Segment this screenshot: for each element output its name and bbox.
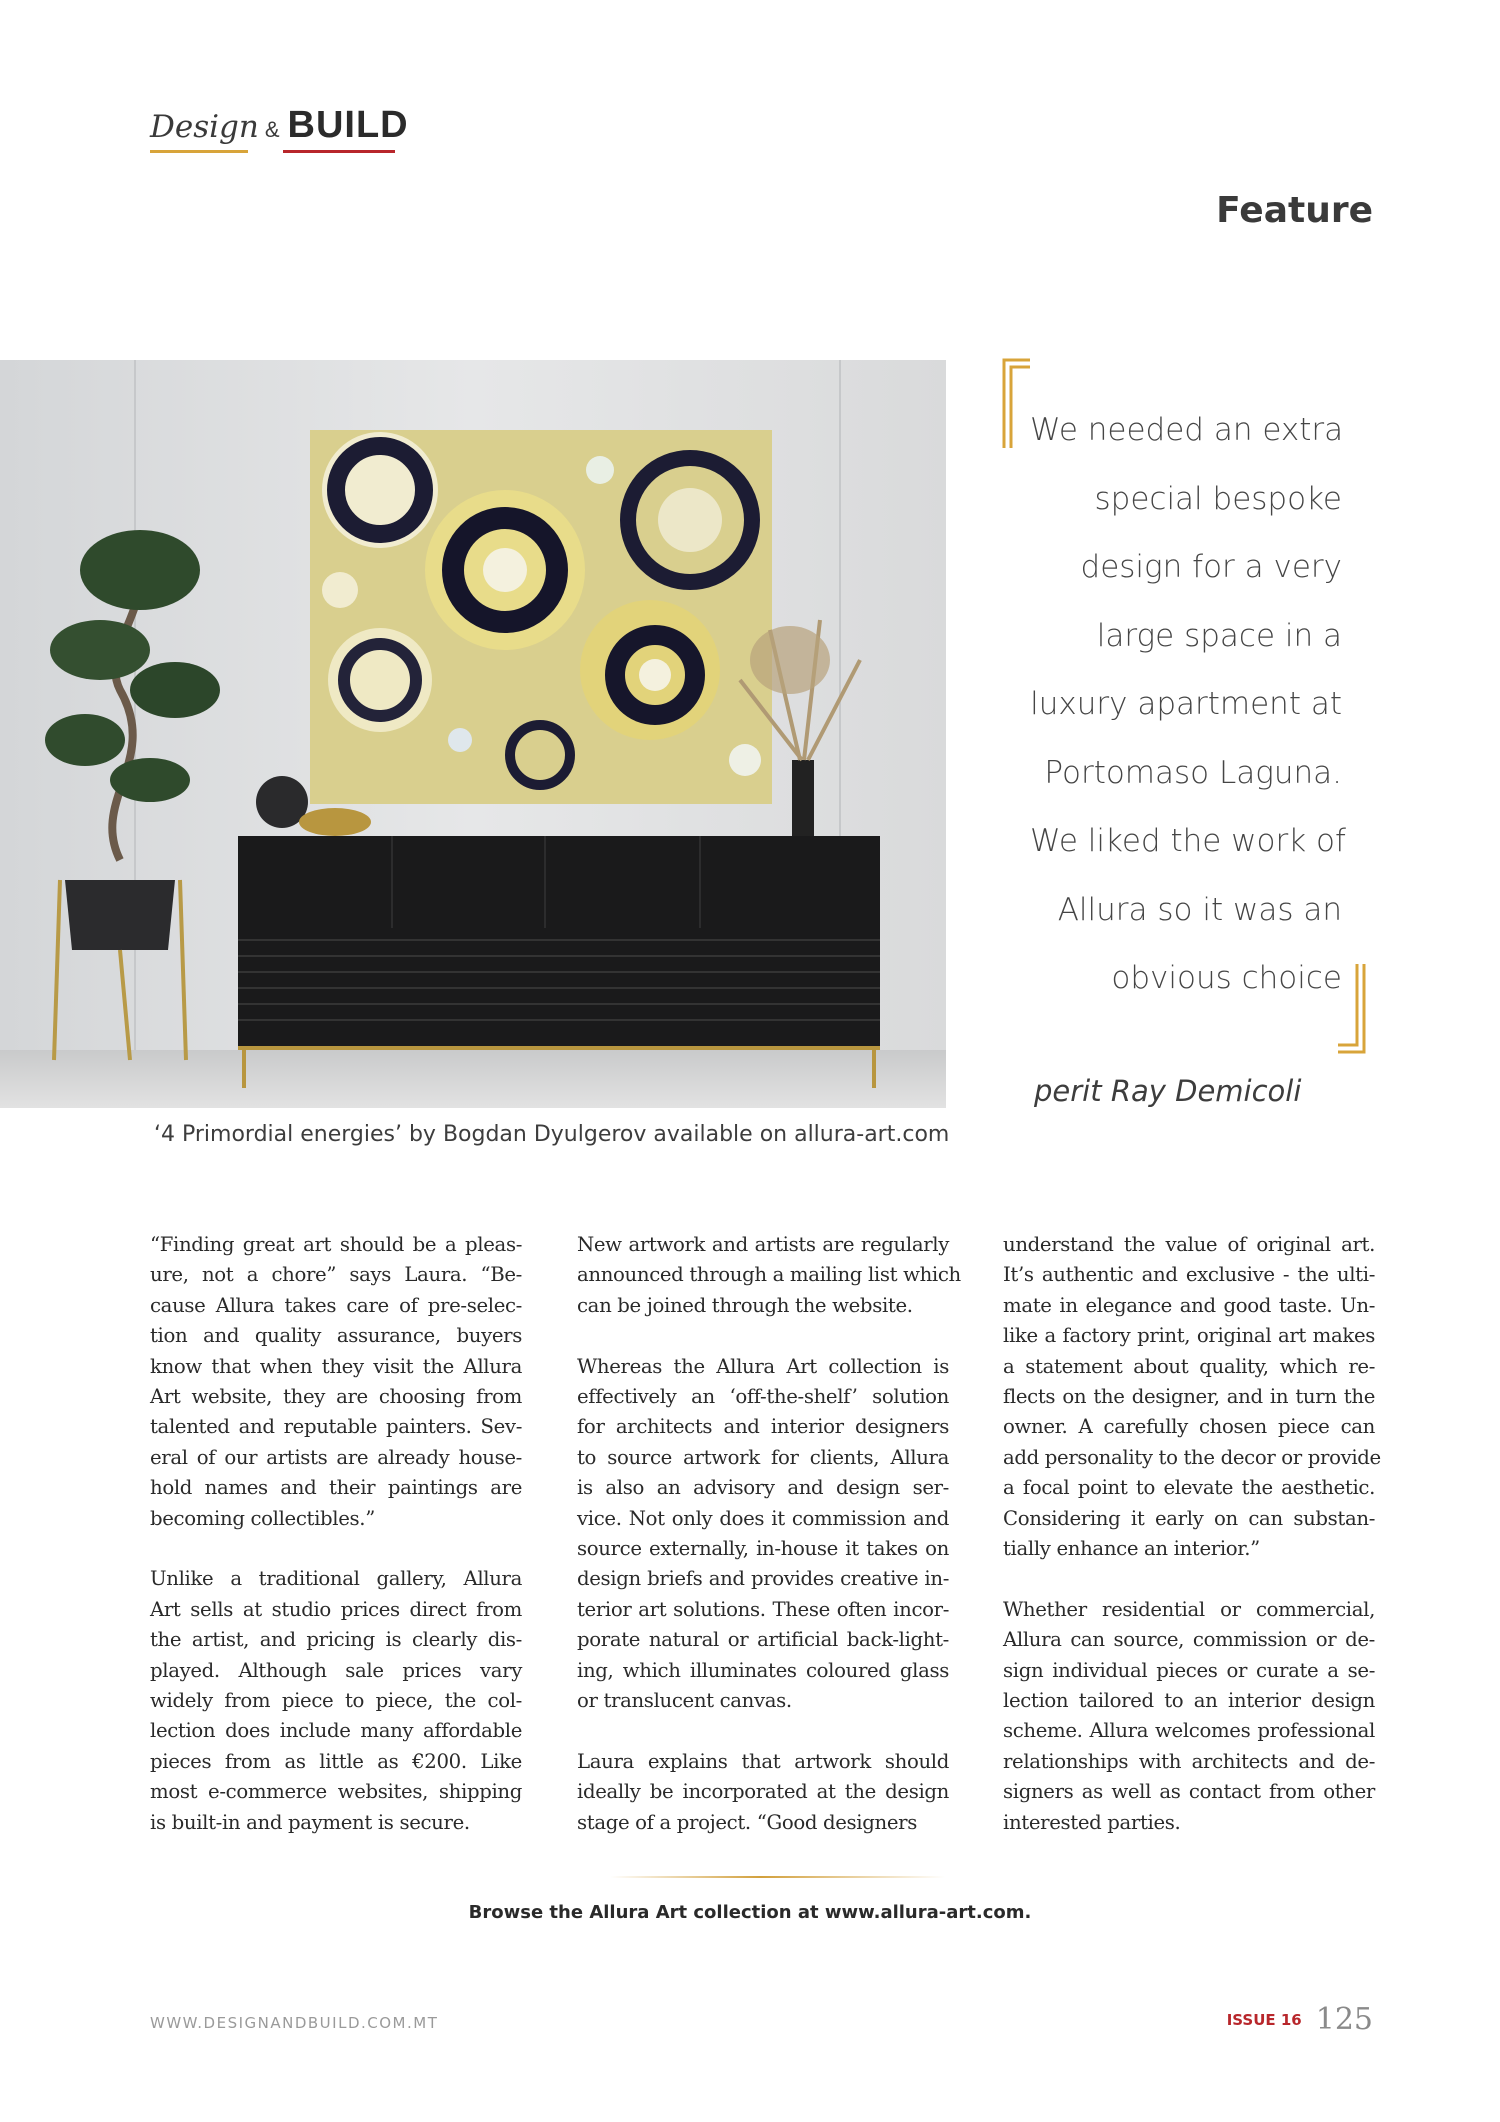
text-line: owner. A carefully chosen piece can xyxy=(1003,1415,1375,1439)
photo-caption: ‘4 Primordial energies’ by Bogdan Dyulgerov available on allura-art.com xyxy=(154,1122,950,1147)
text-line: becoming collectibles.” xyxy=(150,1506,375,1530)
text-line: eral of our artists are already house- xyxy=(150,1445,522,1469)
article-paragraph xyxy=(1003,1230,1381,1564)
article-paragraph xyxy=(150,1564,522,1838)
painting xyxy=(310,430,772,804)
text-line: sign individual pieces or curate a se- xyxy=(1003,1658,1375,1682)
text-line: porate natural or artificial back-light- xyxy=(577,1628,949,1652)
text-line: hold names and their paintings are xyxy=(150,1476,522,1500)
article-paragraph xyxy=(577,1230,961,1321)
text-line: vice. Not only does it commission and xyxy=(577,1506,949,1530)
text-line: New artwork and artists are regularly xyxy=(577,1233,949,1256)
pull-quote-line: Allura so it was an xyxy=(1057,891,1342,928)
text-line: or translucent canvas. xyxy=(577,1689,792,1713)
text-line: tially enhance an interior.” xyxy=(1003,1537,1260,1561)
pull-quote-line: design for a very xyxy=(1080,549,1342,585)
text-line: ideally be incorporated at the design xyxy=(577,1780,949,1804)
gold-divider xyxy=(610,1876,945,1878)
issue-label: ISSUE 16 xyxy=(1226,2010,1302,2029)
logo-gold-underline xyxy=(150,150,248,153)
logo-design-text: Design xyxy=(150,109,259,145)
pull-quote-line: large space in a xyxy=(1096,617,1342,654)
text-line: source externally, in-house it takes on xyxy=(577,1537,949,1561)
text-line: mate in elegance and good taste. Un- xyxy=(1003,1293,1375,1317)
page-number: 125 xyxy=(1315,2002,1373,2037)
pull-quote xyxy=(1030,396,1346,1013)
text-line: for architects and interior designers xyxy=(577,1415,949,1439)
text-line: ing, which illuminates coloured glass xyxy=(577,1658,949,1682)
text-line: Art sells at studio prices direct from xyxy=(150,1597,522,1621)
text-line: stage of a project. “Good designers xyxy=(577,1810,917,1834)
text-line: talented and reputable painters. Sev- xyxy=(150,1415,522,1439)
article-column-3 xyxy=(1003,1230,1381,1869)
text-line: a statement about quality, which re- xyxy=(1003,1354,1375,1378)
text-line: “Finding great art should be a pleas- xyxy=(150,1233,522,1256)
feature-photo xyxy=(0,360,946,1108)
pull-quote-line: obvious choice xyxy=(1111,960,1342,996)
text-line: Considering it early on can substan- xyxy=(1003,1506,1375,1530)
text-line: know that when they visit the Allura xyxy=(150,1354,522,1378)
text-line: tion and quality assurance, buyers xyxy=(150,1324,522,1348)
browse-note: Browse the Allura Art collection at www.allura-art.com. xyxy=(468,1902,1032,1923)
text-line: understand the value of original art. xyxy=(1003,1233,1375,1256)
magazine-logo xyxy=(150,104,409,154)
text-line: cause Allura takes care of pre-selec- xyxy=(150,1293,522,1317)
article-paragraph xyxy=(150,1230,522,1534)
text-line: add personality to the decor or provide xyxy=(1003,1445,1381,1469)
text-line: can be joined through the website. xyxy=(577,1293,913,1317)
section-title: Feature xyxy=(1216,190,1373,231)
text-line: Whether residential or commercial, xyxy=(1003,1597,1375,1621)
text-line: a focal point to elevate the aesthetic. xyxy=(1003,1476,1375,1500)
text-line: effectively an ‘off-the-shelf’ solution xyxy=(577,1385,949,1409)
text-line: widely from piece to piece, the col- xyxy=(150,1689,522,1713)
text-line: played. Although sale prices vary xyxy=(150,1658,522,1682)
text-line: announced through a mailing list which xyxy=(577,1263,961,1287)
text-line: design briefs and provides creative in- xyxy=(577,1567,949,1591)
pull-quote-line: Portomaso Laguna. xyxy=(1044,754,1342,791)
text-line: is built-in and payment is secure. xyxy=(150,1810,470,1834)
text-line: is also an advisory and design ser- xyxy=(577,1476,949,1500)
text-line: interested parties. xyxy=(1003,1810,1181,1834)
text-line: pieces from as little as €200. Like xyxy=(150,1749,522,1773)
logo-ampersand: & xyxy=(264,117,280,142)
pull-quote-line: We liked the work of xyxy=(1030,823,1346,859)
pull-quote-line: We needed an extra xyxy=(1030,412,1344,448)
text-line: terior art solutions. These often incor- xyxy=(577,1597,949,1621)
text-line: It’s authentic and exclusive - the ulti- xyxy=(1003,1263,1375,1287)
text-line: Whereas the Allura Art collection is xyxy=(577,1354,949,1378)
article-paragraph xyxy=(1003,1595,1375,1838)
text-line: ure, not a chore” says Laura. “Be- xyxy=(150,1263,522,1287)
text-line: scheme. Allura welcomes professional xyxy=(1003,1719,1375,1743)
pull-quote-line: special bespoke xyxy=(1094,480,1342,517)
pull-quote-line: luxury apartment at xyxy=(1030,686,1342,722)
quote-author: perit Ray Demicoli xyxy=(1034,1074,1302,1108)
text-line: relationships with architects and de- xyxy=(1003,1749,1375,1773)
article-paragraph xyxy=(577,1747,949,1838)
logo-red-underline xyxy=(283,150,395,153)
footer-website: WWW.DESIGNANDBUILD.COM.MT xyxy=(150,2014,439,2032)
text-line: the artist, and pricing is clearly dis- xyxy=(150,1628,522,1652)
text-line: most e-commerce websites, shipping xyxy=(150,1780,522,1804)
text-line: Unlike a traditional gallery, Allura xyxy=(150,1567,522,1591)
text-line: like a factory print, original art makes xyxy=(1003,1324,1375,1348)
text-line: Art website, they are choosing from xyxy=(150,1385,522,1409)
article-column-2 xyxy=(577,1230,961,1868)
article-paragraph xyxy=(577,1352,949,1717)
article-column-1 xyxy=(150,1230,522,1869)
text-line: signers as well as contact from other xyxy=(1003,1780,1375,1804)
quote-bracket-open-icon xyxy=(1002,358,1032,450)
quote-bracket-close-icon xyxy=(1336,962,1366,1054)
text-line: lection does include many affordable xyxy=(150,1719,522,1743)
text-line: flects on the designer, and in turn the xyxy=(1003,1385,1375,1409)
text-line: Laura explains that artwork should xyxy=(577,1749,949,1773)
text-line: to source artwork for clients, Allura xyxy=(577,1445,949,1469)
footer-issue-page xyxy=(1227,2002,1373,2037)
logo-build-text: BUILD xyxy=(287,104,409,146)
text-line: Allura can source, commission or de- xyxy=(1003,1628,1375,1652)
text-line: lection tailored to an interior design xyxy=(1003,1689,1375,1713)
